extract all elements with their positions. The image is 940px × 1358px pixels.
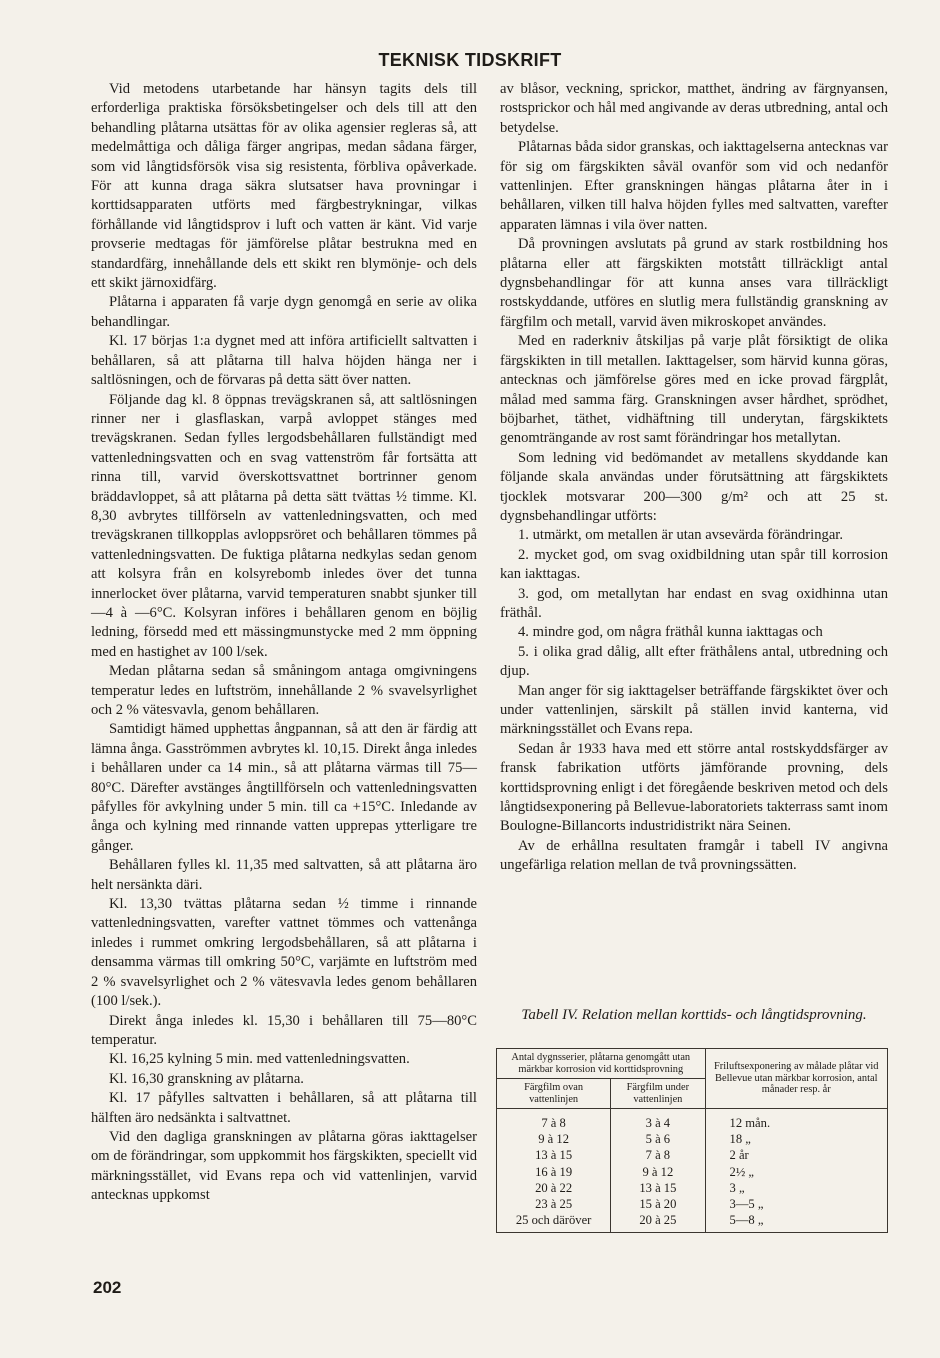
paragraph: av blåsor, veckning, sprickor, matthet, ändring av färgnyansen, rostsprickor och hål med angivande av deras utbredning, antal och betydelse. <box>500 81 888 136</box>
paragraph: Kl. 13,30 tvättas plåtarna sedan ½ timme i rinnande vattenledningsvatten, varefter vattnet tömmes och vattenånga inledes i rummet omkring lergodsbehållaren, så att plåtarna i densamma värmas till omkring 50°C, varjämte en luftström med 2 % svavelsyrlighet och 2 % vätesvavla ledes genom behållaren (100 l/sek.). <box>91 896 477 1010</box>
list-item: 5. i olika grad dålig, allt efter fräthålens antal, utbredning och djup. <box>500 643 888 680</box>
table-cell: 7 à 8 <box>541 1116 566 1130</box>
paragraph: Man anger för sig iakttagelser beträffande färgskiktet över och under vattenlinjen, särskilt på ställen invid kanterna, vid märkningsstället och Evans repa. <box>500 682 888 738</box>
paragraph: Som ledning vid bedömandet av metallens skyddande kan följande skala användas under förutsättning att färgskiktets tjocklek motsvarar 200—300 g/m² och att 25 st. dygnsbehandlingar utförts: <box>500 449 888 524</box>
table-cell: 15 à 20 <box>639 1196 677 1211</box>
list-item: 4. mindre god, om några fräthål kunna iakttagas och <box>518 624 823 641</box>
table-col2-header: Färgfilm under vattenlinjen <box>611 1079 705 1109</box>
table-column-values <box>705 1109 887 1233</box>
table-iv <box>496 1048 888 1233</box>
table-cell: 25 och däröver <box>515 1213 592 1228</box>
table-column-values <box>497 1109 611 1233</box>
table-cell: 13 à 15 <box>535 1148 573 1163</box>
table-cell: 2½ „ <box>729 1164 754 1179</box>
table-caption: Tabell IV. Relation mellan korttids- och långtidsprovning. <box>521 1007 867 1023</box>
paragraph: Kl. 16,30 granskning av plåtarna. <box>109 1070 304 1087</box>
table-cell: 16 à 19 <box>535 1164 573 1179</box>
table-cell: 9 à 12 <box>642 1164 674 1179</box>
paragraph: Följande dag kl. 8 öppnas trevägskranen så, att saltlösningen rinner ner i glasflaskan, varpå avloppet stänges med trevägskranen. Sedan fylles lergodsbehållaren fullständigt med vattenledningsvatten och en svag vattenström får fortsätta att rinna till, varvid överskottsvattnet bortrinner genom bräddavloppet, så att plåtarna på detta sätt tvättas ½ timme. Kl. 8,30 avbrytes tillförseln av vattenledningsvatten, och med trevägskranen tillkopplas avloppsröret och behållaren tömmes på vattenledningsvatten. De fuktiga plåtarna nedkylas sedan genom att kolsyra från en kolsyrebomb inledes över det tunna innerlocket över plåtarna, varvid temperaturen snabbt sjunker till —4 à —6°C. Kolsyran införes i behållaren genom en böjlig ledning, försedd med ett mässingmunstycke med 2 mm öppning med en hastighet av 100 l/sek. <box>91 391 477 660</box>
table-cell: 23 à 25 <box>535 1196 573 1211</box>
paragraph: Vid den dagliga granskningen av plåtarna göras iakttagelser om de förändringar, som uppkommit hos färgskikten, speciellt vid märkningsstället, vid Evans repa och vid vattenlinjen, varvid antecknas uppkomst <box>91 1128 477 1204</box>
paragraph: Då provningen avslutats på grund av stark rostbildning hos plåtarna eller att färgskikten motstått tillräckligt antal dygnsbehandlingar för att kunna anses vara tillräckligt rostskyddande, utföres en slutlig mera fullständig granskning av färgfilm och metall, varvid även mikroskopet användes. <box>500 236 888 330</box>
table-column-values <box>611 1109 705 1233</box>
table-group-header: Antal dygnsserier, plåtarna genomgått utan märkbar korrosion vid korttidsprovning <box>497 1049 706 1079</box>
paragraph: Kl. 16,25 kylning 5 min. med vattenledningsvatten. <box>109 1051 410 1068</box>
paragraph: Med en raderkniv åtskiljas på varje plåt försiktigt de olika färgskikten in till metallen. Iakttagelser, som härvid kunna göras, antecknas och jämförelse göres med en icke provad färgplåt, målad med samma färg. Granskningen avser hårdhet, sprödhet, böjbarhet, täthet, vidhäftning till underytan, färgskiktets genomträngande av rost samt förändringar hos metallytan. <box>500 333 888 447</box>
table-col1-header: Färgfilm ovan vattenlinjen <box>497 1079 611 1109</box>
paragraph: Plåtarna i apparaten få varje dygn genomgå en serie av olika behandlingar. <box>91 294 477 330</box>
table-cell: 12 mån. <box>729 1116 771 1130</box>
table-cell: 7 à 8 <box>645 1148 671 1163</box>
table-cell: 5—8 „ <box>729 1213 764 1228</box>
paragraph: Samtidigt hämed upphettas ångpannan, så att den är färdig att lämna ånga. Gasströmmen avbrytes kl. 10,15. Direkt ånga inledes i behållaren under ca 14 min., så att plåtarna värmas till 75—80°C. Därefter avstänges ångtillförseln och vattenledningsvatten påfylles för avkylning under 5 min. till ca +15°C. Inledande av ånga och kylning med rinnande vatten upprepas ytterligare tre gånger. <box>91 721 477 854</box>
table-cell: 13 à 15 <box>639 1180 677 1195</box>
table-cell: 18 „ <box>729 1132 751 1147</box>
table-cell: 9 à 12 <box>538 1132 569 1147</box>
list-item: 2. mycket god, om svag oxidbildning utan spår till korrosion kan iakttagas. <box>500 546 888 583</box>
table-cell: 20 à 25 <box>639 1213 677 1228</box>
paragraph: Kl. 17 börjas 1:a dygnet med att införa artificiellt saltvatten i behållaren, så att plåtarna till halva höjden hänga ner i saltlösningen, och de förvaras på detta sätt över natten. <box>91 333 477 389</box>
paragraph: Vid metodens utarbetande har hänsyn tagits dels till erforderliga praktiska försöksbetingelser och dels till att den behandling plåtarna utsättas för av olika agensier regleras så, att medelmåttiga och dåliga färger angripas, medan sådana färger, som vid långtidsförsök visa sig resistenta, förbliva opåverkade. För att kunna draga säkra slutsatser hava provningar i korttidsapparaten utförts med färgbestrykningar, vilkas förhållande vid långtidsprov i luft och vatten är känt. Vid varje provserie medtagas för jämförelse plåtar bestrukna med en standardfärg, innehållande dels ett skikt ren blymönje- och dels ett skikt järnoxidfärg. <box>91 81 477 292</box>
page-number: 202 <box>93 1278 122 1297</box>
left-column <box>91 80 477 1206</box>
list-item: 3. god, om metallytan har endast en svag oxidhinna utan fräthål. <box>500 585 888 621</box>
list-item: 1. utmärkt, om metallen är utan avsevärda förändringar. <box>518 527 843 544</box>
paragraph: Behållaren fylles kl. 11,35 med saltvatten, så att plåtarna äro helt nersänkta däri. <box>91 857 477 893</box>
table-cell: 3 „ <box>729 1180 745 1195</box>
paragraph: Plåtarnas båda sidor granskas, och iakttagelserna antecknas var för sig om färgskikten såväl ovanför som vid och nedanför vattenlinjen. Efter granskningen hängas plåtarna åter in i behållaren, vilken till halva höjden fylles med saltvatten, varefter apparaten lämnas i vila över natten. <box>500 139 888 233</box>
paragraph: Medan plåtarna sedan så småningom antaga omgivningens temperatur ledes en luftström, innehållande 2 % svavelsyrlighet och 2 % vätesvavla, genom behållaren. <box>91 663 477 718</box>
journal-title: TEKNISK TIDSKRIFT <box>378 50 562 70</box>
paragraph: Direkt ånga inledes kl. 15,30 i behållaren till 75—80°C temperatur. <box>91 1012 477 1048</box>
paragraph: Kl. 17 påfylles saltvatten i behållaren, så att plåtarna till hälften äro nedsänkta i saltvattnet. <box>91 1090 477 1126</box>
paragraph: Av de erhållna resultaten framgår i tabell IV angivna ungefärliga relation mellan de två provningssätten. <box>500 837 888 874</box>
right-column <box>500 80 888 876</box>
paragraph: Sedan år 1933 hava med ett större antal rostskyddsfärger av fransk fabrikation utförts jämförande provning, dels korttidsprovning enligt i det föregående beskriven metod och dels långtidsexponering på Bellevue-laboratoriets takterrass samt inom Boulogne-Billancorts industridistrikt nära Seinen. <box>500 740 888 835</box>
table-cell: 20 à 22 <box>535 1180 573 1195</box>
table-col3-header: Friluftsexponering av målade plåtar vid Bellevue utan märkbar korrosion, antal månader resp. år <box>705 1049 887 1109</box>
table-cell: 3 à 4 <box>645 1116 671 1130</box>
table-cell: 5 à 6 <box>645 1132 671 1147</box>
table-cell: 3—5 „ <box>729 1196 764 1211</box>
table-cell: 2 år <box>729 1148 749 1163</box>
